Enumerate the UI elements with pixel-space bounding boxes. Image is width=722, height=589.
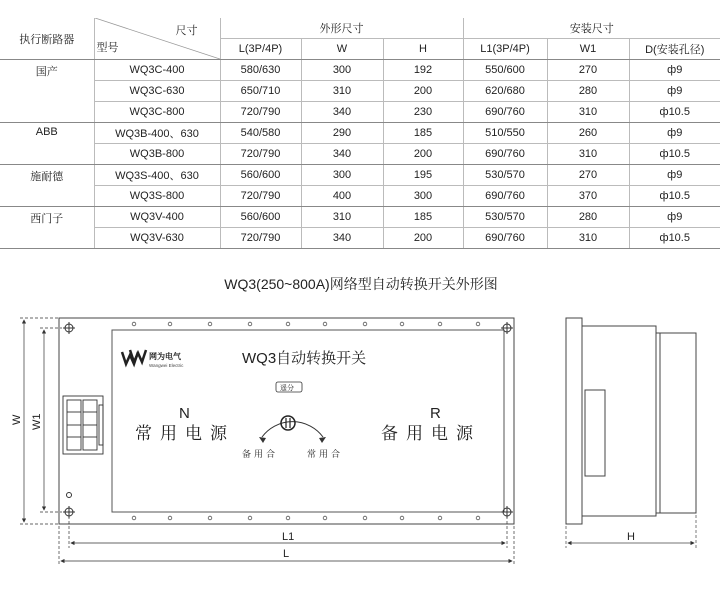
value-cell: 185: [383, 123, 463, 144]
dim-l1-label: L1: [282, 531, 295, 543]
value-cell: 690/760: [463, 228, 547, 249]
value-cell: 690/760: [463, 186, 547, 207]
model-cell: WQ3S-800: [94, 186, 220, 207]
model-cell: WQ3B-400、630: [94, 123, 220, 144]
value-cell: 560/600: [220, 207, 301, 228]
value-cell: 550/600: [463, 60, 547, 81]
reserve-source-label: 备用电源: [381, 424, 481, 443]
brand-cell: 施耐德: [0, 165, 94, 207]
logo: [122, 350, 184, 368]
value-cell: 370: [547, 186, 629, 207]
model-cell: WQ3C-800: [94, 102, 220, 123]
value-cell: 280: [547, 207, 629, 228]
value-cell: 200: [383, 81, 463, 102]
value-cell: 620/680: [463, 81, 547, 102]
value-cell: ф10.5: [629, 186, 720, 207]
model-cell: WQ3V-630: [94, 228, 220, 249]
value-cell: 530/570: [463, 207, 547, 228]
value-cell: 510/550: [463, 123, 547, 144]
model-cell: WQ3V-400: [94, 207, 220, 228]
value-cell: 720/790: [220, 186, 301, 207]
col-h: H: [383, 39, 463, 60]
header-executor: 执行断路器: [0, 18, 94, 60]
value-cell: ф10.5: [629, 102, 720, 123]
normal-source-label: 常用电源: [135, 424, 235, 443]
value-cell: 340: [301, 102, 383, 123]
value-cell: 310: [547, 144, 629, 165]
logo-brand-text: 网为电气: [149, 352, 181, 361]
front-view: [59, 318, 514, 524]
value-cell: 185: [383, 207, 463, 228]
header-model-label: 型号: [96, 42, 119, 54]
value-cell: ф9: [629, 81, 720, 102]
side-view: [566, 318, 696, 548]
value-cell: 560/600: [220, 165, 301, 186]
value-cell: 310: [547, 228, 629, 249]
value-cell: 690/760: [463, 102, 547, 123]
dim-w1-label: W1: [31, 413, 43, 430]
value-cell: 690/760: [463, 144, 547, 165]
model-cell: WQ3S-400、630: [94, 165, 220, 186]
col-l1: L1(3P/4P): [463, 39, 547, 60]
value-cell: 260: [547, 123, 629, 144]
header-outer-dimensions: 外形尺寸: [220, 18, 463, 39]
value-cell: 300: [301, 165, 383, 186]
value-cell: 192: [383, 60, 463, 81]
value-cell: 270: [547, 60, 629, 81]
value-cell: 400: [301, 186, 383, 207]
model-cell: WQ3C-400: [94, 60, 220, 81]
value-cell: 530/570: [463, 165, 547, 186]
outline-drawing: [0, 300, 722, 589]
value-cell: 300: [301, 60, 383, 81]
value-cell: 270: [547, 165, 629, 186]
dim-w-label: W: [11, 414, 23, 425]
col-w: W: [301, 39, 383, 60]
product-name: WQ3自动转换开关: [242, 350, 367, 367]
value-cell: 580/630: [220, 60, 301, 81]
brand-cell: 西门子: [0, 207, 94, 249]
col-w1: W1: [547, 39, 629, 60]
brand-cell: 国产: [0, 60, 94, 123]
value-cell: 280: [547, 81, 629, 102]
value-cell: 340: [301, 144, 383, 165]
terminal-block: [63, 396, 103, 454]
spec-table: [0, 18, 720, 249]
value-cell: 650/710: [220, 81, 301, 102]
header-install-dimensions: 安装尺寸: [463, 18, 720, 39]
col-d: D(安装孔径): [629, 39, 720, 60]
value-cell: 720/790: [220, 144, 301, 165]
n-letter: N: [179, 405, 190, 422]
value-cell: ф9: [629, 60, 720, 81]
value-cell: 300: [383, 186, 463, 207]
value-cell: 720/790: [220, 102, 301, 123]
reserve-close-label: 备用合: [242, 449, 279, 459]
value-cell: 310: [547, 102, 629, 123]
operation-knob: [242, 382, 343, 459]
value-cell: ф10.5: [629, 144, 720, 165]
dim-l-label: L: [283, 548, 290, 560]
dim-h-label: H: [627, 531, 635, 543]
value-cell: 200: [383, 144, 463, 165]
header-size-label: 尺寸: [175, 25, 198, 37]
model-cell: WQ3C-630: [94, 81, 220, 102]
figure-caption: WQ3(250~800A)网络型自动转换开关外形图: [224, 276, 498, 292]
value-cell: 310: [301, 207, 383, 228]
value-cell: ф9: [629, 207, 720, 228]
r-letter: R: [430, 405, 441, 422]
value-cell: 540/580: [220, 123, 301, 144]
value-cell: 720/790: [220, 228, 301, 249]
remote-open-tag: 遥分: [280, 385, 294, 392]
header-corner: [94, 18, 220, 60]
value-cell: ф9: [629, 165, 720, 186]
brand-cell: ABB: [0, 123, 94, 165]
value-cell: ф10.5: [629, 228, 720, 249]
value-cell: 195: [383, 165, 463, 186]
value-cell: 290: [301, 123, 383, 144]
model-cell: WQ3B-800: [94, 144, 220, 165]
value-cell: 230: [383, 102, 463, 123]
col-l: L(3P/4P): [220, 39, 301, 60]
value-cell: 310: [301, 81, 383, 102]
logo-sub-text: Wangwei Electric: [149, 363, 184, 368]
normal-close-label: 常用合: [307, 449, 344, 459]
value-cell: 340: [301, 228, 383, 249]
value-cell: 200: [383, 228, 463, 249]
value-cell: ф9: [629, 123, 720, 144]
